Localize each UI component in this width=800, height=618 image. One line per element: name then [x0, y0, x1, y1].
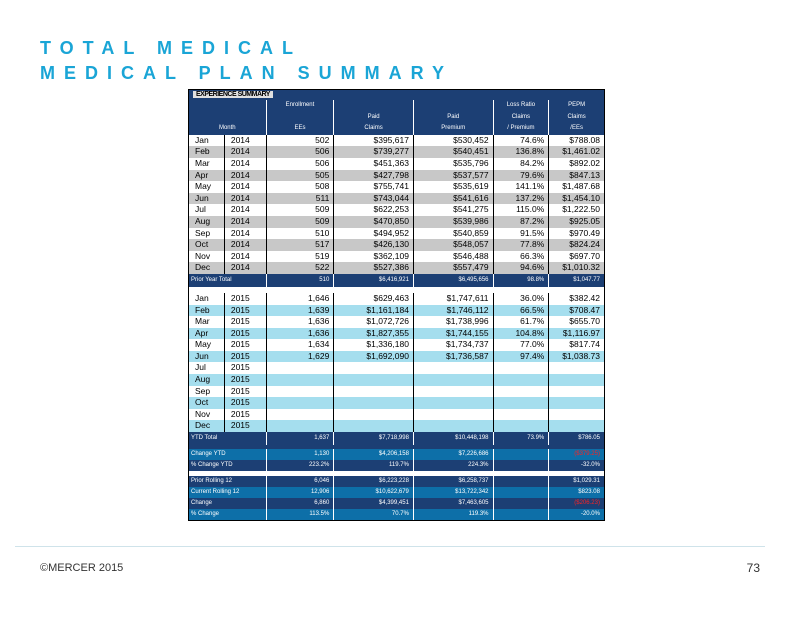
- table-cell: 2015: [225, 362, 267, 374]
- table-cell: $1,454.10: [562, 192, 601, 203]
- table-cell: [267, 362, 335, 374]
- table-cell: $1,161,184: [334, 305, 414, 317]
- summary-cell: 6,860: [267, 498, 335, 509]
- table-cell: 2015: [225, 409, 267, 421]
- summary-cell: [494, 498, 550, 509]
- table-cell: [494, 420, 550, 432]
- table-cell: 2015: [225, 339, 267, 351]
- table-cell: [549, 386, 604, 398]
- table-cell: 509: [267, 204, 335, 216]
- table-cell: Apr: [189, 328, 225, 340]
- table-cell: [414, 362, 494, 374]
- table-cell: Jan: [189, 293, 225, 305]
- table-title: EXPERIENCE SUMMARY: [193, 91, 273, 98]
- summary-cell: $6,495,656: [414, 274, 494, 287]
- table-cell: 115.0%: [494, 204, 550, 216]
- table-cell: Mar: [189, 316, 225, 328]
- summary-cell: $7,226,686: [414, 449, 494, 460]
- summary-cell: $823.08: [578, 489, 600, 496]
- table-cell: $817.74: [569, 339, 601, 350]
- header-cell: Premium: [414, 123, 494, 135]
- header-row: [189, 123, 604, 135]
- table-cell: 1,646: [267, 293, 335, 305]
- table-cell: 91.5%: [494, 228, 550, 240]
- table-cell: [494, 409, 550, 421]
- table-cell: 2014: [225, 216, 267, 228]
- table-cell: 66.5%: [494, 305, 550, 317]
- table-header: [189, 100, 604, 135]
- table-cell: [494, 397, 550, 409]
- table-cell: [267, 409, 335, 421]
- header-cell: Loss Ratio: [494, 100, 550, 112]
- change-ytd-row: [189, 449, 604, 460]
- table-cell: $535,619: [414, 181, 494, 193]
- header-row: [189, 112, 604, 124]
- summary-cell: $1,029.31: [573, 478, 600, 485]
- table-cell: [334, 374, 414, 386]
- table-cell: 2014: [225, 170, 267, 182]
- table-row: [189, 228, 604, 240]
- summary-cell: 70.7%: [334, 509, 414, 520]
- table-cell: 77.0%: [494, 339, 550, 351]
- header-cell: [414, 100, 494, 112]
- table-cell: 517: [267, 239, 335, 251]
- header-cell: [189, 100, 267, 112]
- table-row: [189, 362, 604, 374]
- page-title-line-2: MEDICAL PLAN SUMMARY: [40, 63, 453, 83]
- row-label: % Change YTD: [189, 460, 267, 471]
- table-cell: 36.0%: [494, 293, 550, 305]
- prior-rolling-12-row: [189, 476, 604, 487]
- table-row: [189, 374, 604, 386]
- table-cell: $697.70: [569, 250, 601, 261]
- table-cell: $362,109: [334, 251, 414, 263]
- table-cell: $541,616: [414, 193, 494, 205]
- table-cell: [267, 386, 335, 398]
- summary-cell: [494, 509, 550, 520]
- table-cell: 66.3%: [494, 251, 550, 263]
- table-row: [189, 339, 604, 351]
- table-cell: Jun: [189, 193, 225, 205]
- table-cell: Oct: [189, 397, 225, 409]
- summary-cell: [494, 487, 550, 498]
- header-cell: /EEs: [570, 125, 583, 132]
- table-cell: $743,044: [334, 193, 414, 205]
- table-cell: Dec: [189, 420, 225, 432]
- table-cell: $494,952: [334, 228, 414, 240]
- table-cell: 2015: [225, 420, 267, 432]
- summary-cell: $4,206,158: [334, 449, 414, 460]
- summary-cell: 223.2%: [267, 460, 335, 471]
- table-cell: 502: [267, 135, 335, 147]
- table-cell: 2014: [225, 228, 267, 240]
- experience-summary-table: [188, 89, 605, 521]
- summary-cell: $10,448,198: [414, 432, 494, 445]
- table-cell: $629,463: [334, 293, 414, 305]
- table-cell: Aug: [189, 374, 225, 386]
- table-cell: [267, 420, 335, 432]
- table-row: [189, 251, 604, 263]
- table-cell: Nov: [189, 409, 225, 421]
- header-cell: Claims: [494, 112, 550, 124]
- table-cell: Feb: [189, 146, 225, 158]
- table-row: [189, 386, 604, 398]
- table-cell: $1,010.32: [562, 262, 601, 273]
- table-body-2014: [189, 135, 604, 274]
- table-cell: $535,796: [414, 158, 494, 170]
- table-cell: 2014: [225, 262, 267, 274]
- table-row: [189, 170, 604, 182]
- table-cell: $655.70: [569, 316, 601, 327]
- table-cell: $1,461.02: [562, 146, 601, 157]
- table-cell: Dec: [189, 262, 225, 274]
- summary-cell: 98.8%: [494, 274, 550, 287]
- table-row: [189, 193, 604, 205]
- table-cell: $1,692,090: [334, 351, 414, 363]
- table-cell: $1,738,996: [414, 316, 494, 328]
- table-row: [189, 239, 604, 251]
- row-label: Current Rolling 12: [189, 487, 267, 498]
- summary-cell: 224.3%: [414, 460, 494, 471]
- table-cell: [334, 386, 414, 398]
- header-cell: Paid: [334, 112, 414, 124]
- table-cell: 506: [267, 146, 335, 158]
- table-cell: Feb: [189, 305, 225, 317]
- table-cell: Jan: [189, 135, 225, 147]
- table-cell: [334, 420, 414, 432]
- table-row: [189, 351, 604, 363]
- table-cell: Jun: [189, 351, 225, 363]
- table-cell: 1,634: [267, 339, 335, 351]
- table-cell: [267, 374, 335, 386]
- table-cell: 510: [267, 228, 335, 240]
- table-cell: 2015: [225, 386, 267, 398]
- table-cell: 1,636: [267, 316, 335, 328]
- table-cell: May: [189, 339, 225, 351]
- summary-cell: 1,130: [267, 449, 335, 460]
- table-cell: Sep: [189, 228, 225, 240]
- table-cell: [414, 386, 494, 398]
- table-cell: 104.8%: [494, 328, 550, 340]
- table-cell: $540,451: [414, 146, 494, 158]
- table-row: [189, 409, 604, 421]
- table-cell: [334, 362, 414, 374]
- table-row: [189, 204, 604, 216]
- table-row: [189, 181, 604, 193]
- table-cell: 2015: [225, 293, 267, 305]
- summary-cell: 113.5%: [267, 509, 335, 520]
- table-cell: 137.2%: [494, 193, 550, 205]
- summary-cell: 1,637: [267, 432, 335, 445]
- summary-cell: 73.9%: [494, 432, 550, 445]
- table-cell: 2014: [225, 135, 267, 147]
- table-cell: 2015: [225, 316, 267, 328]
- table-row: [189, 262, 604, 274]
- table-cell: 2015: [225, 374, 267, 386]
- table-cell: $451,363: [334, 158, 414, 170]
- table-cell: $1,736,587: [414, 351, 494, 363]
- table-cell: $1,336,180: [334, 339, 414, 351]
- summary-cell: 510: [267, 274, 335, 287]
- header-cell: Claims: [567, 113, 586, 120]
- table-cell: $1,038.73: [562, 350, 601, 361]
- table-cell: [414, 374, 494, 386]
- summary-cell: 12,906: [267, 487, 335, 498]
- table-cell: Apr: [189, 170, 225, 182]
- table-cell: $527,386: [334, 262, 414, 274]
- prior-year-total-row: [189, 274, 604, 287]
- summary-cell: $786.05: [578, 435, 600, 442]
- table-cell: [494, 374, 550, 386]
- table-cell: $1,734,737: [414, 339, 494, 351]
- table-cell: 1,636: [267, 328, 335, 340]
- header-cell: Month: [189, 123, 267, 135]
- header-cell: EEs: [267, 123, 335, 135]
- table-cell: 505: [267, 170, 335, 182]
- table-cell: 136.8%: [494, 146, 550, 158]
- current-rolling-12-row: [189, 487, 604, 498]
- table-cell: 61.7%: [494, 316, 550, 328]
- table-cell: 506: [267, 158, 335, 170]
- table-cell: Mar: [189, 158, 225, 170]
- table-cell: 2015: [225, 351, 267, 363]
- row-label: % Change: [189, 509, 267, 520]
- summary-cell: $13,722,342: [414, 487, 494, 498]
- table-cell: 1,629: [267, 351, 335, 363]
- table-cell: 74.6%: [494, 135, 550, 147]
- table-cell: $847.13: [569, 169, 601, 180]
- table-cell: $548,057: [414, 239, 494, 251]
- table-cell: [334, 397, 414, 409]
- table-cell: $540,859: [414, 228, 494, 240]
- header-cell: Enrollment: [267, 100, 335, 112]
- table-cell: [414, 420, 494, 432]
- table-cell: [549, 362, 604, 374]
- table-cell: 2014: [225, 251, 267, 263]
- row-label: Change YTD: [189, 449, 267, 460]
- summary-cell: $6,223,228: [334, 476, 414, 487]
- row-label: YTD Total: [189, 432, 267, 445]
- table-cell: 97.4%: [494, 351, 550, 363]
- header-cell: PEPM: [568, 102, 586, 108]
- table-cell: [549, 374, 604, 386]
- table-cell: Aug: [189, 216, 225, 228]
- table-cell: 508: [267, 181, 335, 193]
- header-cell: Claims: [334, 123, 414, 135]
- table-row: [189, 328, 604, 340]
- summary-cell: 6,046: [267, 476, 335, 487]
- table-cell: $530,452: [414, 135, 494, 147]
- table-row: [189, 216, 604, 228]
- table-cell: 511: [267, 193, 335, 205]
- table-cell: $1,487.68: [562, 181, 601, 192]
- table-row: [189, 305, 604, 317]
- table-cell: 2014: [225, 193, 267, 205]
- page-title-line-1: TOTAL MEDICAL: [40, 38, 302, 58]
- table-cell: $970.49: [569, 227, 601, 238]
- table-cell: [549, 397, 604, 409]
- summary-cell: ($379.25): [574, 451, 600, 458]
- ytd-total-row: [189, 432, 604, 445]
- table-row: [189, 146, 604, 158]
- summary-cell: $7,463,605: [414, 498, 494, 509]
- table-row: [189, 135, 604, 147]
- table-cell: $1,116.97: [562, 327, 601, 338]
- table-cell: 141.1%: [494, 181, 550, 193]
- summary-cell: -32.0%: [580, 462, 600, 469]
- page-number: 73: [746, 561, 760, 575]
- summary-cell: 119.3%: [414, 509, 494, 520]
- summary-cell: ($206.23): [574, 500, 600, 507]
- table-cell: 79.6%: [494, 170, 550, 182]
- table-cell: [494, 386, 550, 398]
- table-cell: $539,986: [414, 216, 494, 228]
- summary-cell: $1,047.77: [573, 276, 600, 283]
- table-cell: Nov: [189, 251, 225, 263]
- table-cell: 77.8%: [494, 239, 550, 251]
- table-cell: $1,827,355: [334, 328, 414, 340]
- table-cell: 94.6%: [494, 262, 550, 274]
- table-cell: 2015: [225, 305, 267, 317]
- table-cell: [414, 397, 494, 409]
- table-cell: $892.02: [569, 157, 601, 168]
- table-cell: 2015: [225, 397, 267, 409]
- table-cell: $382.42: [569, 292, 601, 303]
- summary-cell: -20.0%: [580, 511, 600, 518]
- table-cell: $1,072,726: [334, 316, 414, 328]
- table-cell: Oct: [189, 239, 225, 251]
- table-cell: $925.05: [569, 215, 601, 226]
- table-cell: $426,130: [334, 239, 414, 251]
- summary-cell: [494, 449, 550, 460]
- table-cell: $824.24: [569, 239, 601, 250]
- table-cell: $427,798: [334, 170, 414, 182]
- summary-cell: [494, 460, 550, 471]
- table-cell: Jul: [189, 204, 225, 216]
- table-row: [189, 316, 604, 328]
- table-cell: $541,275: [414, 204, 494, 216]
- table-cell: 519: [267, 251, 335, 263]
- summary-cell: $10,622,679: [334, 487, 414, 498]
- table-title-bar: [189, 90, 604, 100]
- table-cell: [414, 409, 494, 421]
- table-cell: [267, 397, 335, 409]
- header-cell: [334, 100, 414, 112]
- table-body-2015: [189, 293, 604, 432]
- table-cell: $708.47: [569, 304, 601, 315]
- pct-change-ytd-row: [189, 460, 604, 471]
- copyright: ©MERCER 2015: [40, 562, 124, 574]
- summary-cell: [494, 476, 550, 487]
- footer-rule: [15, 546, 765, 547]
- table-cell: 2014: [225, 239, 267, 251]
- summary-cell: $6,258,737: [414, 476, 494, 487]
- table-cell: 1,639: [267, 305, 335, 317]
- row-label: Change: [189, 498, 267, 509]
- summary-cell: 119.7%: [334, 460, 414, 471]
- header-cell: / Premium: [494, 123, 550, 135]
- header-row: [189, 100, 604, 112]
- table-cell: 2014: [225, 158, 267, 170]
- table-cell: 84.2%: [494, 158, 550, 170]
- table-cell: [549, 420, 604, 432]
- table-cell: $395,617: [334, 135, 414, 147]
- table-cell: $537,577: [414, 170, 494, 182]
- table-cell: [334, 409, 414, 421]
- table-row: [189, 397, 604, 409]
- table-cell: [494, 362, 550, 374]
- table-cell: Sep: [189, 386, 225, 398]
- table-row: [189, 158, 604, 170]
- table-cell: $1,744,155: [414, 328, 494, 340]
- table-cell: $739,277: [334, 146, 414, 158]
- table-cell: $546,488: [414, 251, 494, 263]
- table-cell: $622,253: [334, 204, 414, 216]
- summary-cell: $7,718,998: [334, 432, 414, 445]
- table-cell: 2014: [225, 146, 267, 158]
- table-cell: 2014: [225, 204, 267, 216]
- table-cell: $788.08: [569, 134, 601, 145]
- pct-change-row: [189, 509, 604, 520]
- table-cell: 2014: [225, 181, 267, 193]
- row-label: Prior Rolling 12: [189, 476, 267, 487]
- table-cell: 2015: [225, 328, 267, 340]
- table-cell: [549, 409, 604, 421]
- table-cell: $1,747,611: [414, 293, 494, 305]
- table-cell: May: [189, 181, 225, 193]
- table-cell: 509: [267, 216, 335, 228]
- table-cell: Jul: [189, 362, 225, 374]
- table-cell: $470,850: [334, 216, 414, 228]
- row-label: Prior Year Total: [189, 274, 267, 287]
- header-cell: [189, 112, 267, 124]
- table-row: [189, 293, 604, 305]
- change-row: [189, 498, 604, 509]
- table-cell: 87.2%: [494, 216, 550, 228]
- header-cell: [267, 112, 335, 124]
- summary-cell: $4,399,451: [334, 498, 414, 509]
- table-cell: $557,479: [414, 262, 494, 274]
- table-row: [189, 420, 604, 432]
- header-cell: Paid: [414, 112, 494, 124]
- table-cell: 522: [267, 262, 335, 274]
- table-cell: $755,741: [334, 181, 414, 193]
- table-cell: $1,746,112: [414, 305, 494, 317]
- summary-cell: $6,416,921: [334, 274, 414, 287]
- table-cell: $1,222.50: [562, 204, 601, 215]
